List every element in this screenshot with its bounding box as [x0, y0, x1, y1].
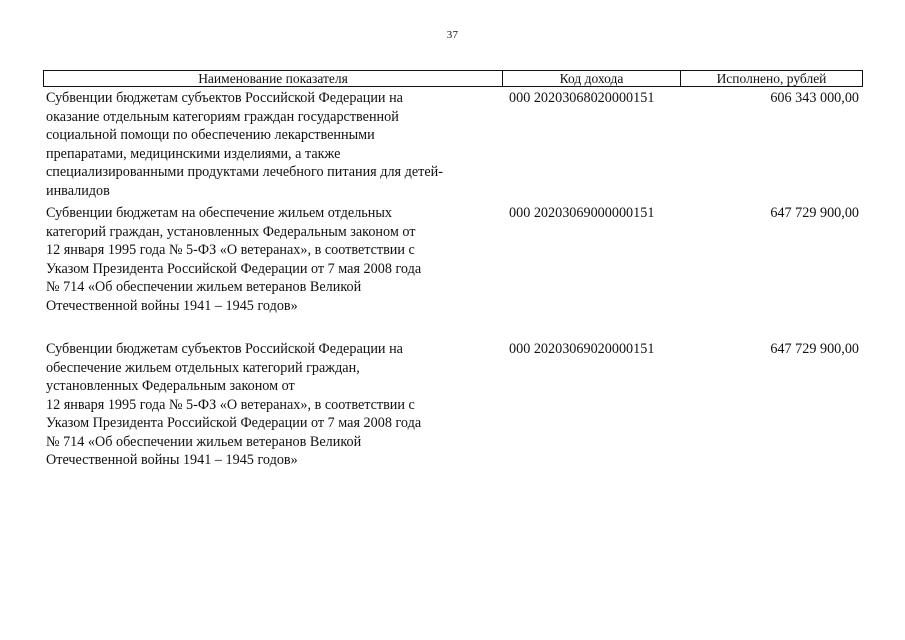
indicator-name: Субвенции бюджетам субъектов Российской Федерации на оказание отдельным категориям граждан государственной социальной помощи по обеспечению лекарственными препаратами, медицинскими изделиями, а также специализированными продуктами лечебного питания для детей- инвалидов [46, 90, 443, 199]
indicator-name: Субвенции бюджетам субъектов Российской Федерации на обеспечение жильем отдельных категорий граждан, установленных Федеральным законом от 12 января 1995 года № 5-ФЗ «О ветеранах», в соответствии с Указом Президента Российской Федерации от 7 мая 2008 года № 714 «Об обеспечении жильем ветеранов Великой Отечественной войны 1941 – 1945 годов» [46, 341, 422, 468]
revenue-code: 000 20203069020000151 [509, 341, 655, 357]
page-number: 37 [446, 29, 459, 41]
header-revenue-code: Код дохода [503, 71, 681, 86]
table-header [43, 70, 863, 87]
header-executed-amount: Исполнено, рублей [716, 71, 827, 86]
header-indicator-name: Наименование показателя [44, 71, 503, 86]
revenue-code: 000 20203068020000151 [509, 90, 655, 106]
revenue-code: 000 20203069000000151 [509, 205, 655, 221]
executed-amount: 647 729 900,00 [770, 341, 859, 357]
indicator-name: Субвенции бюджетам на обеспечение жильем отдельных категорий граждан, установленных Федеральным законом от 12 января 1995 года № 5-ФЗ «О ветеранах», в соответствии с Указом Президента Российской Федерации от 7 мая 2008 года № 714 «Об обеспечении жильем ветеранов Великой Отечественной войны 1941 – 1945 годов» [46, 205, 422, 314]
executed-amount: 647 729 900,00 [770, 205, 859, 221]
revenue-table [43, 70, 863, 468]
executed-amount: 606 343 000,00 [770, 90, 859, 106]
